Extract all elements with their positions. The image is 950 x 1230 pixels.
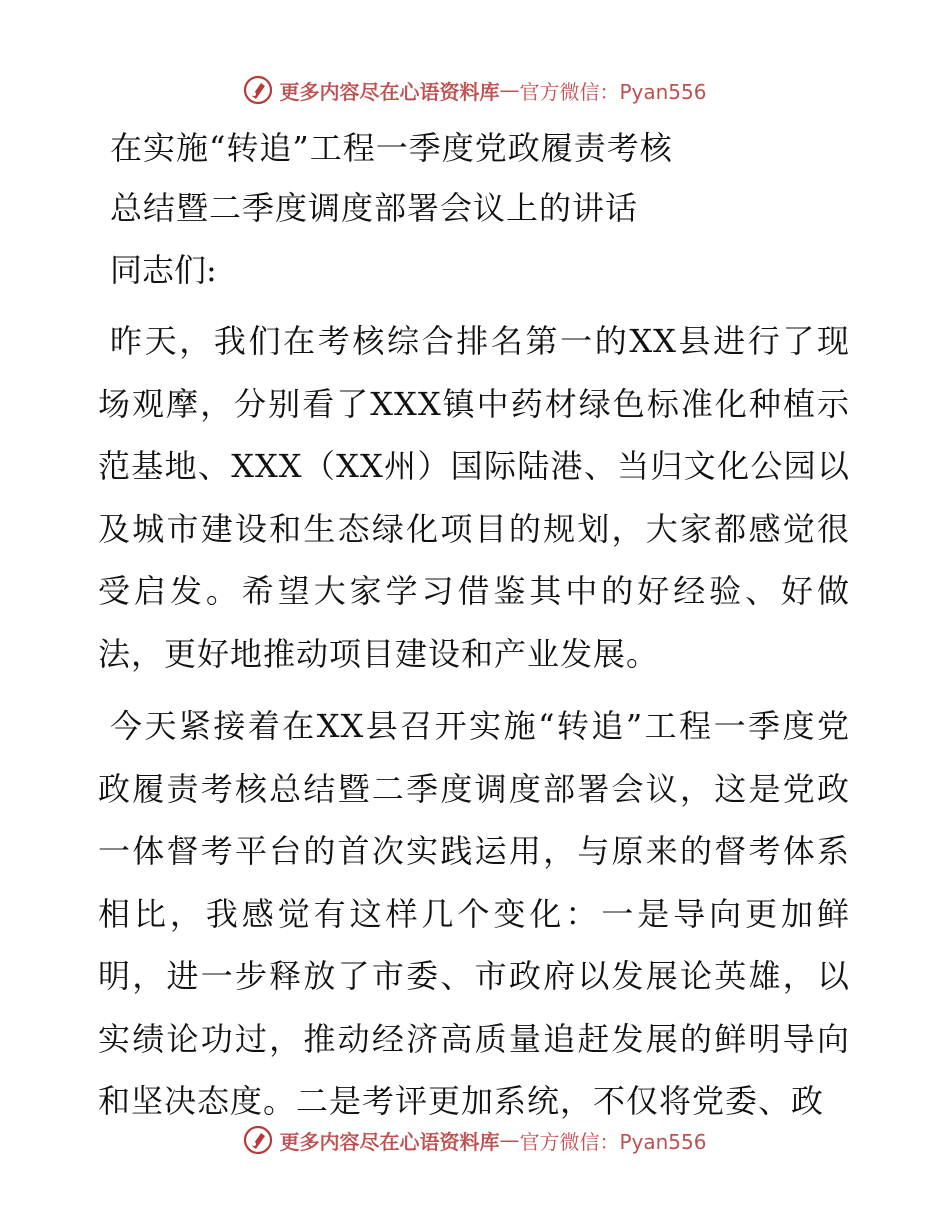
watermark-footer bbox=[0, 1120, 950, 1160]
watermark-separator: — bbox=[499, 1128, 520, 1152]
watermark-contact: 官方微信：Pyan556 bbox=[519, 79, 707, 104]
paragraph-1: 昨天，我们在考核综合排名第一的XX县进行了现场观摩，分别看了XXX镇中药材绿色标准化种植示范基地、XXX（XX州）国际陆港、当归文化公园以及城市建设和生态绿化项目的规划，大家都感觉很受启发。希望大家学习借鉴其中的好经验、好做法，更好地推动项目建设和产业发展。 bbox=[98, 322, 850, 673]
paragraph-2: 今天紧接着在XX县召开实施“转追”工程一季度党政履责考核总结暨二季度调度部署会议，这是党政一体督考平台的首次实践运用，与原来的督考体系相比，我感觉有这样几个变化：一是导向更加鲜明，进一步释放了市委、市政府以发展论英雄，以实绩论功过，推动经济高质量追赶发展的鲜明导向和坚决态度。二是考评更加系统，不仅将党委、政 bbox=[98, 707, 850, 1120]
watermark-header bbox=[0, 70, 950, 110]
pen-nib-logo-icon bbox=[243, 1125, 273, 1155]
watermark-text: 更多内容尽在心语资料库 bbox=[279, 1129, 500, 1154]
watermark-separator: — bbox=[499, 78, 520, 102]
salutation: 同志们: bbox=[110, 251, 217, 289]
pen-nib-logo-icon bbox=[243, 75, 273, 105]
watermark-text: 更多内容尽在心语资料库 bbox=[279, 79, 500, 104]
title-line-1: 在实施“转追”工程一季度党政履责考核 bbox=[110, 129, 673, 167]
document-body bbox=[98, 118, 850, 1133]
title-line-2: 总结暨二季度调度部署会议上的讲话 bbox=[110, 189, 639, 227]
watermark-contact: 官方微信：Pyan556 bbox=[519, 1129, 707, 1154]
